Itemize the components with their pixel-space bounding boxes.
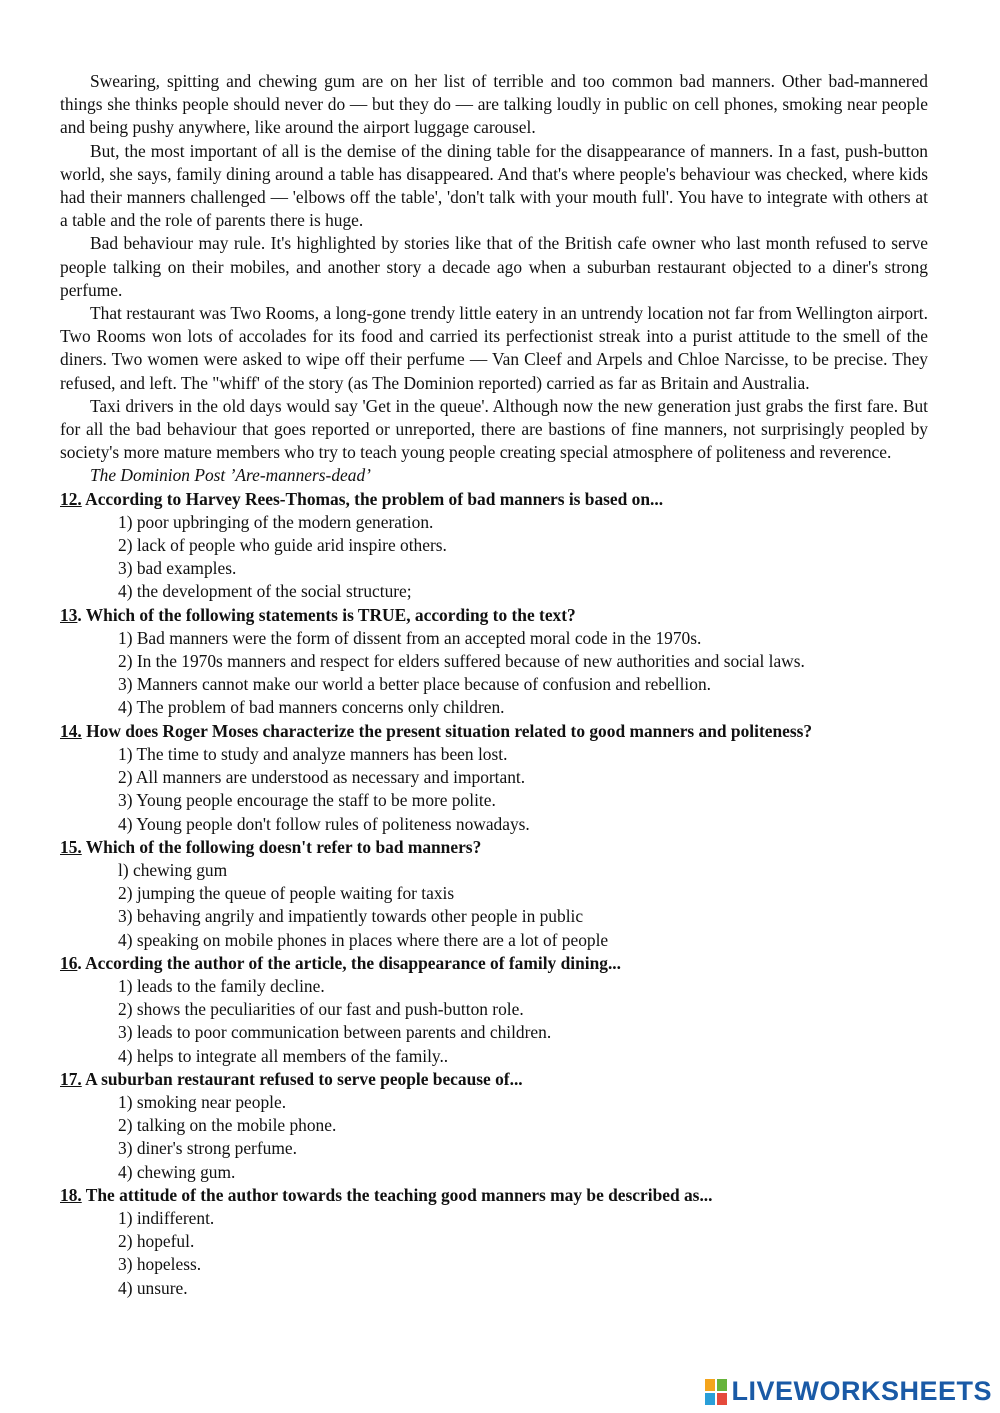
question-list: [60, 488, 928, 1300]
answer-option: 3) hopeless.: [118, 1254, 202, 1275]
answer-option: 4) unsure.: [118, 1277, 188, 1298]
question-text: The attitude of the author towards the teaching good manners may be described as...: [81, 1184, 713, 1205]
answer-option: 2) shows the peculiarities of our fast and push-button role.: [118, 999, 524, 1020]
answer-option: 4) The problem of bad manners concerns only children.: [118, 697, 505, 718]
liveworksheets-logo-icon: [705, 1379, 727, 1405]
question-13: [60, 604, 928, 720]
answer-option: 4) helps to integrate all members of the family..: [118, 1045, 449, 1066]
logo-text: LIVEWORKSHEETS: [731, 1376, 992, 1406]
answer-option: 3) bad examples.: [118, 558, 237, 579]
question-stem: [60, 604, 928, 627]
answer-option: 2) talking on the mobile phone.: [118, 1115, 337, 1136]
answer-option: l) chewing gum: [118, 859, 228, 880]
question-text: . According the author of the article, the disappearance of family dining...: [77, 952, 621, 973]
answer-option: 4) the development of the social structure;: [118, 581, 412, 602]
answer-option: 3) Manners cannot make our world a better place because of confusion and rebellion.: [118, 674, 711, 695]
question-number: 14.: [60, 720, 82, 741]
article-paragraph: Swearing, spitting and chewing gum are on her list of terrible and too common bad manners. Other bad-mannered things she thinks people should never do — but they do — are talking loudly in public on cell phones, smoking near people and being pushy anywhere, like around the airport luggage carousel.: [60, 71, 928, 138]
answer-option: 2) All manners are understood as necessary and important.: [118, 767, 526, 788]
answer-option: 2) jumping the queue of people waiting for taxis: [118, 883, 455, 904]
question-number: 15.: [60, 836, 82, 857]
question-stem: [60, 836, 928, 859]
question-text: How does Roger Moses characterize the present situation related to good manners and politeness?: [81, 720, 813, 741]
worksheet-page: [60, 70, 928, 1300]
question-text: Which of the following doesn't refer to bad manners?: [81, 836, 482, 857]
question-12: [60, 488, 928, 604]
question-15: [60, 836, 928, 952]
question-18: [60, 1184, 928, 1300]
answer-option: 3) diner's strong perfume.: [118, 1138, 297, 1159]
question-number: 16: [60, 952, 78, 973]
answer-option: 2) lack of people who guide arid inspire others.: [118, 535, 447, 556]
question-stem: [60, 952, 928, 975]
answer-option: 1) The time to study and analyze manners has been lost.: [118, 743, 508, 764]
article-paragraph: Bad behaviour may rule. It's highlighted by stories like that of the British cafe owner who last month refused to serve people talking on their mobiles, and another story a decade ago when a suburban restaurant objected to a diner's strong perfume.: [60, 233, 928, 300]
question-stem: [60, 488, 928, 511]
answer-option: 1) smoking near people.: [118, 1091, 287, 1112]
answer-option: 3) Young people encourage the staff to be more polite.: [118, 790, 496, 811]
liveworksheets-logo: [705, 1376, 992, 1407]
question-number: 12.: [60, 488, 82, 509]
answer-option: 1) poor upbringing of the modern generation.: [118, 511, 434, 532]
question-stem: [60, 1184, 928, 1207]
question-16: [60, 952, 928, 1068]
question-stem: [60, 720, 928, 743]
question-number: 17.: [60, 1068, 82, 1089]
question-number: 18.: [60, 1184, 82, 1205]
answer-option: 3) behaving angrily and impatiently towards other people in public: [118, 906, 584, 927]
question-text: A suburban restaurant refused to serve people because of...: [81, 1068, 523, 1089]
question-17: [60, 1068, 928, 1184]
article-paragraph: But, the most important of all is the demise of the dining table for the disappearance of manners. In a fast, push-button world, she says, family dining around a table has disappeared. And that's where people's behaviour was checked, where kids had their manners challenged — 'elbows off the table', 'don't talk with your mouth full'. You have to integrate with others at a table and the role of parents there is huge.: [60, 140, 928, 231]
answer-option: 4) Young people don't follow rules of politeness nowadays.: [118, 813, 530, 834]
answer-option: 1) leads to the family decline.: [118, 975, 325, 996]
answer-option: 4) speaking on mobile phones in places where there are a lot of people: [118, 929, 609, 950]
question-14: [60, 720, 928, 836]
answer-option: 2) In the 1970s manners and respect for elders suffered because of new authorities and social laws.: [118, 651, 805, 672]
article-source: The Dominion Post ’Are-manners-dead’: [90, 465, 371, 486]
article-text: [60, 70, 928, 488]
answer-option: 1) Bad manners were the form of dissent from an accepted moral code in the 1970s.: [118, 627, 702, 648]
article-paragraph: Taxi drivers in the old days would say 'Get in the queue'. Although now the new generation just grabs the first fare. But for all the bad behaviour that goes reported or unreported, there are bastions of fine manners, not surprisingly peopled by society's more mature members who try to teach young people creating special atmosphere of politeness and reverence.: [60, 395, 928, 463]
answer-option: 3) leads to poor communication between parents and children.: [118, 1022, 552, 1043]
answer-option: 4) chewing gum.: [118, 1161, 236, 1182]
question-text: According to Harvey Rees-Thomas, the problem of bad manners is based on...: [81, 488, 664, 509]
question-stem: [60, 1068, 928, 1091]
answer-option: 1) indifferent.: [118, 1207, 215, 1228]
question-text: . Which of the following statements is TRUE, according to the text?: [77, 604, 576, 625]
answer-option: 2) hopeful.: [118, 1231, 195, 1252]
article-paragraph: That restaurant was Two Rooms, a long-gone trendy little eatery in an untrendy location not far from Wellington airport. Two Rooms won lots of accolades for its food and carried its perfectionist streak into a purist attitude to the smell of the diners. Two women were asked to wipe off their perfume — Van Cleef and Arpels and Chloe Narcisse, to be precise. They refused, and left. The "whiff' of the story (as The Dominion reported) carried as far as Britain and Australia.: [60, 303, 928, 393]
question-number: 13: [60, 604, 78, 625]
